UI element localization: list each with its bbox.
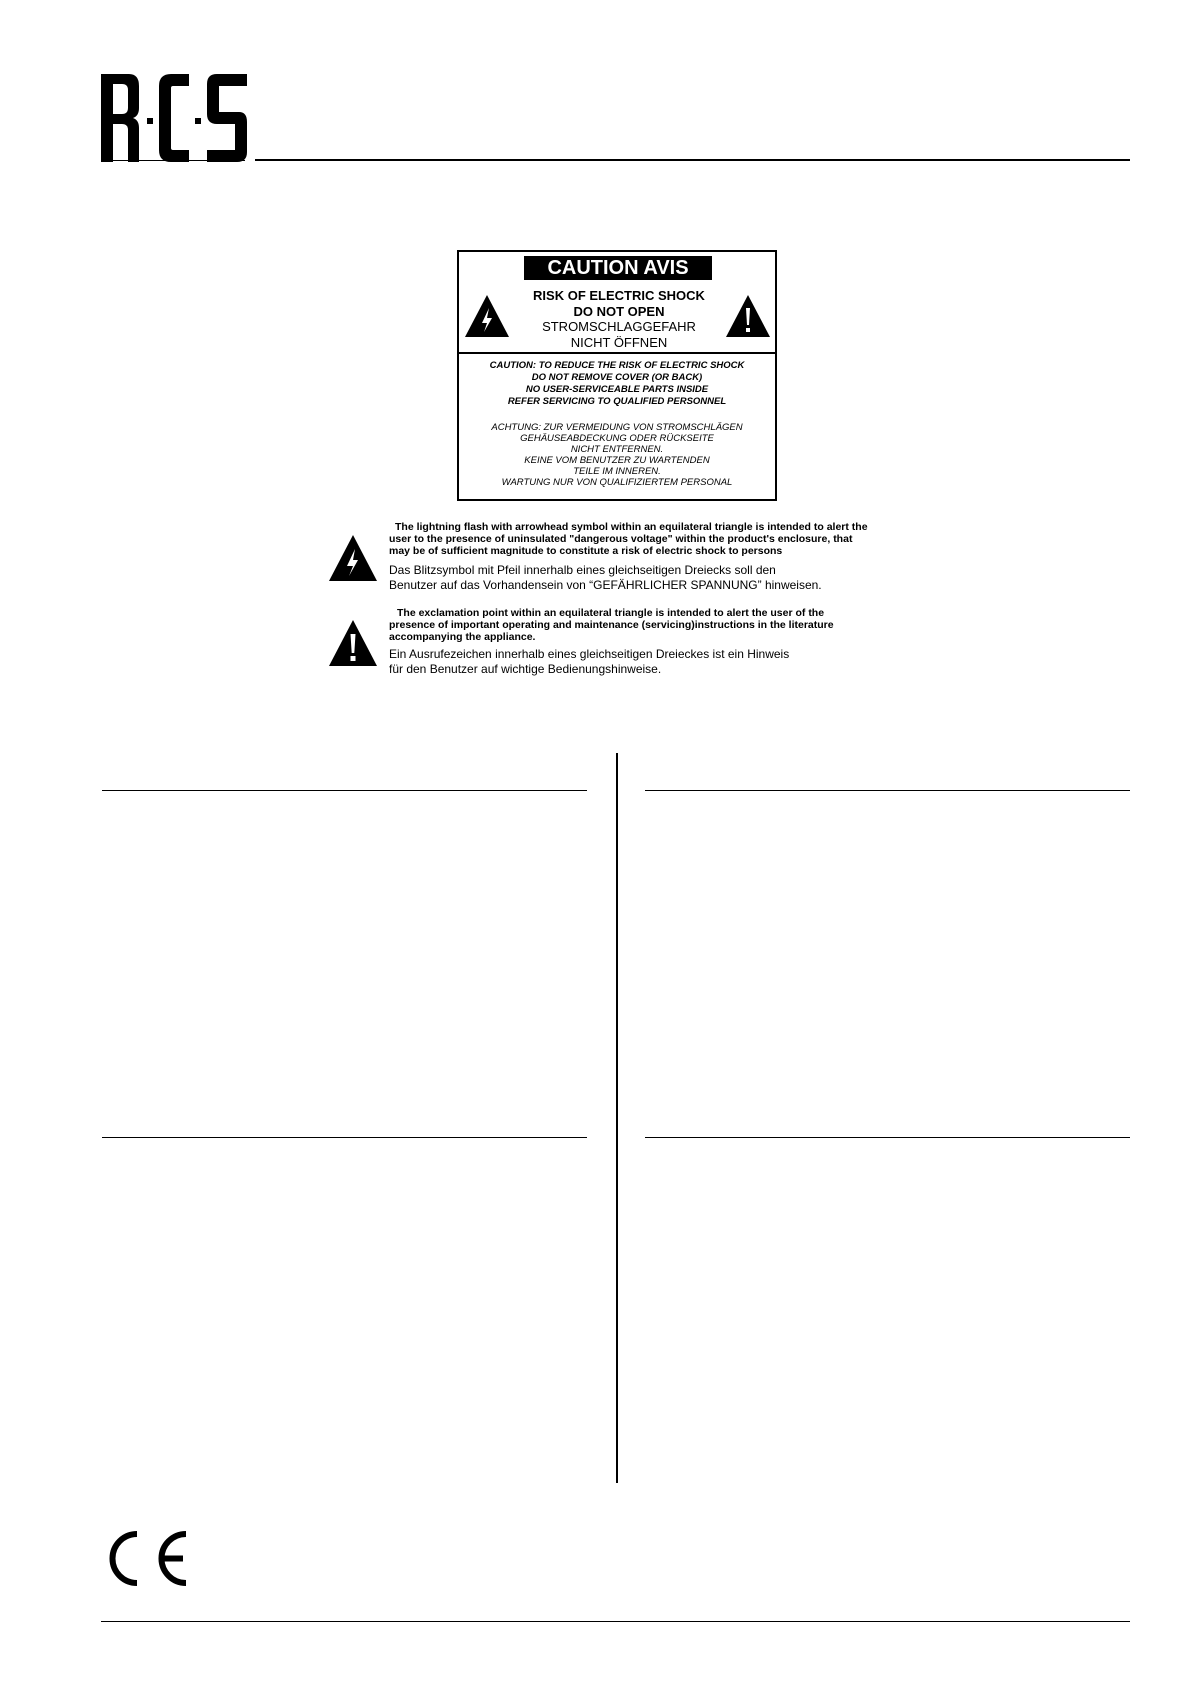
text-line: Das Blitzsymbol mit Pfeil innerhalb eines gleichseitigen Dreiecks soll den: [389, 563, 776, 577]
caution-english-text: [465, 360, 769, 408]
caution-line: STROMSCHLAGGEFAHR: [542, 319, 696, 334]
left-section-rule-middle: [102, 1137, 587, 1138]
text-line: accompanying the appliance.: [389, 631, 536, 643]
caution-label: [457, 250, 777, 501]
caution-german-line: TEILE IM INNEREN.: [573, 466, 661, 477]
left-section-rule-top: [102, 790, 587, 791]
text-line: Ein Ausrufezeichen innerhalb eines gleichseitigen Dreieckes ist ein Hinweis: [389, 647, 790, 661]
column-divider: [616, 753, 618, 1483]
logo-underline: [101, 160, 245, 161]
caution-divider: [459, 352, 775, 354]
caution-english-line: NO USER-SERVICEABLE PARTS INSIDE: [525, 384, 709, 395]
caution-german-line: NICHT ENTFERNEN.: [570, 444, 664, 455]
text-line: für den Benutzer auf wichtige Bedienungshinweise.: [389, 662, 662, 676]
caution-german-line: KEINE VOM BENUTZER ZU WARTENDEN: [524, 455, 710, 466]
caution-german-line: WARTUNG NUR VON QUALIFIZIERTEM PERSONAL: [501, 477, 733, 488]
rcs-logo: [101, 74, 247, 162]
lightning-warning-icon: [328, 534, 378, 582]
caution-english-line: REFER SERVICING TO QUALIFIED PERSONNEL: [507, 396, 727, 407]
exclamation-warning-icon: [328, 619, 378, 667]
caution-german-line: ACHTUNG: ZUR VERMEIDUNG VON STROMSCHLÄGEN: [491, 422, 743, 433]
exclamation-symbol-english-text: [389, 607, 909, 643]
lightning-symbol-english-text: [389, 521, 919, 557]
caution-line: RISK OF ELECTRIC SHOCK: [533, 288, 705, 303]
text-line: The exclamation point within an equilateral triangle is intended to alert the user of the: [397, 607, 825, 619]
lightning-symbol-german-text: [389, 563, 909, 593]
text-line: Benutzer auf das Vorhandensein von “GEFÄHRLICHER SPANNUNG” hinweisen.: [389, 578, 822, 592]
text-line: presence of important operating and maintenance (servicing)instructions in the literature: [389, 619, 834, 631]
right-section-rule-top: [645, 790, 1130, 791]
lightning-warning-icon: [464, 294, 510, 338]
caution-warning-lines: [519, 288, 719, 350]
text-line: may be of sufficient magnitude to constitute a risk of electric shock to persons: [389, 545, 783, 557]
caution-german-line: GEHÄUSEABDECKUNG ODER RÜCKSEITE: [520, 433, 714, 444]
text-line: The lightning flash with arrowhead symbol within an equilateral triangle is intended to alert the: [395, 521, 868, 533]
header-rule: [255, 159, 1130, 161]
footer-rule: [101, 1621, 1130, 1622]
caution-line: NICHT ÖFFNEN: [570, 334, 668, 350]
exclamation-symbol-german-text: [389, 647, 909, 677]
caution-line: DO NOT OPEN: [573, 303, 665, 319]
caution-german-text: [465, 422, 769, 488]
text-line: user to the presence of uninsulated "dangerous voltage" within the product's enclosure, that: [389, 533, 853, 545]
caution-english-line: CAUTION: TO REDUCE THE RISK OF ELECTRIC SHOCK: [489, 360, 745, 371]
caution-title: CAUTION AVIS: [524, 256, 712, 280]
exclamation-warning-icon: [725, 294, 771, 338]
caution-english-line: DO NOT REMOVE COVER (OR BACK): [531, 372, 703, 383]
right-section-rule-middle: [645, 1137, 1130, 1138]
ce-mark-icon: [101, 1528, 189, 1589]
